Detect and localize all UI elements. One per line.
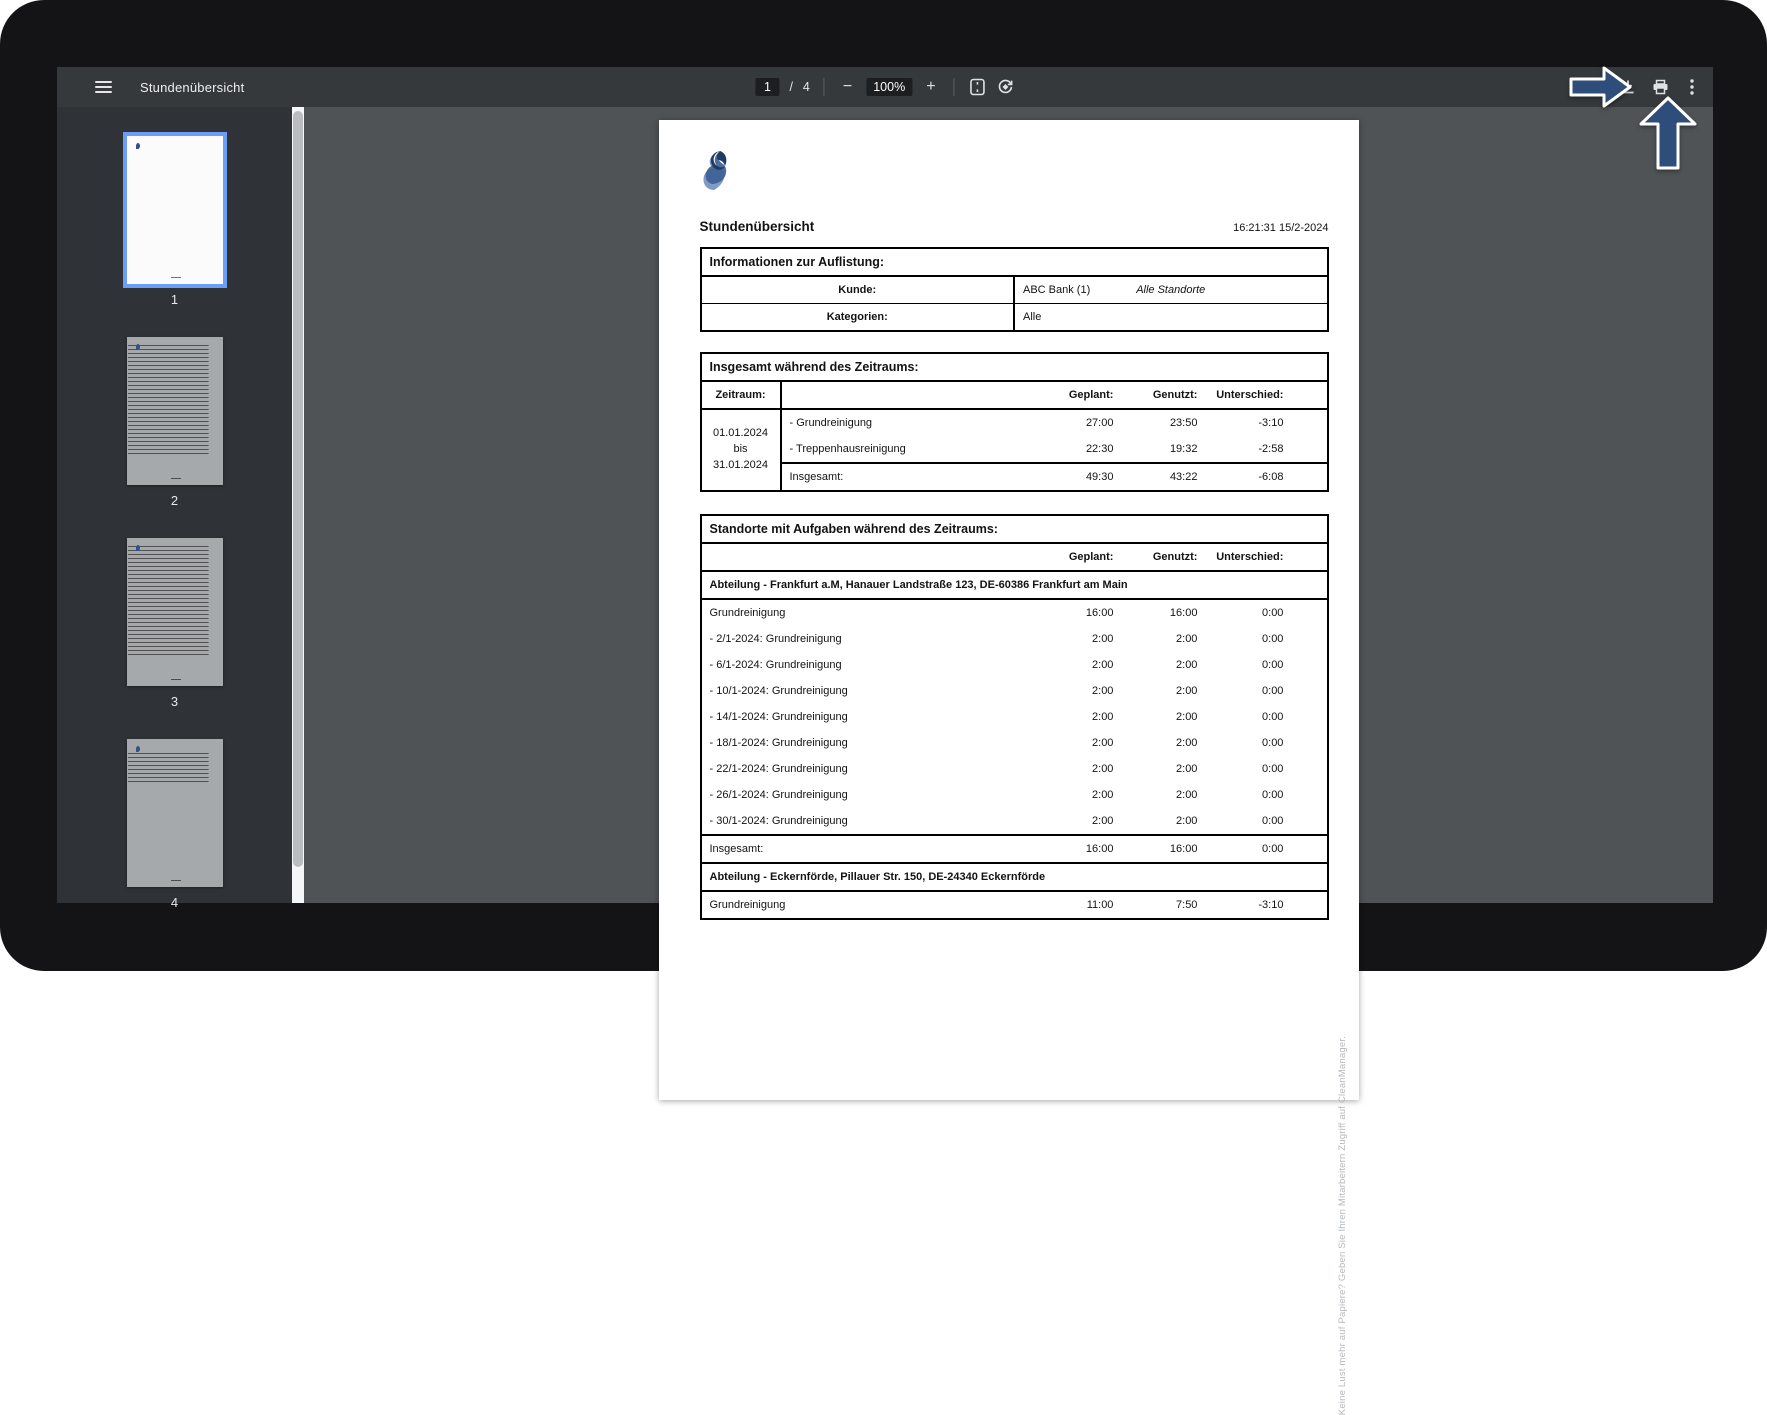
watermark-text: Keine Lust mehr auf Papiere? Geben Sie Ihren Mitarbeitern Zugriff auf CleanManager. xyxy=(1337,1036,1349,1415)
thumbnail-page-number: 4 xyxy=(170,895,179,910)
totals-table xyxy=(700,352,1329,492)
zoom-level[interactable]: 100% xyxy=(866,78,912,96)
thumbnail-page-1[interactable] xyxy=(127,136,223,307)
table-row: Grundreinigung 16:00 16:00 0:00 xyxy=(709,607,1284,619)
location-section-row: Abteilung - Frankfurt a.M, Hanauer Landstraße 123, DE-60386 Frankfurt am Main xyxy=(701,571,1328,599)
thumbnail-preview[interactable] xyxy=(127,739,223,887)
pdf-toolbar xyxy=(57,67,1713,107)
table-row: - 26/1-2024: Grundreinigung 2:00 2:00 0:00 xyxy=(709,789,1284,801)
scrollbar-thumb[interactable] xyxy=(293,111,303,867)
kunde-value: ABC Bank (1) xyxy=(1023,284,1091,296)
arrow-annotation-print xyxy=(1638,95,1698,171)
document-title-toolbar: Stundenübersicht xyxy=(140,79,245,95)
table-row: - 14/1-2024: Grundreinigung 2:00 2:00 0:00 xyxy=(709,711,1284,723)
rotate-icon[interactable] xyxy=(997,78,1015,96)
totals-header-row xyxy=(701,381,1328,409)
col-geplant: Geplant: xyxy=(1033,543,1121,571)
table-row: - 30/1-2024: Grundreinigung 2:00 2:00 0:00 xyxy=(709,815,1284,827)
page-separator: / xyxy=(789,80,793,94)
thumbnail-page-number: 2 xyxy=(170,493,179,508)
report-timestamp: 16:21:31 15/2-2024 xyxy=(1233,222,1329,234)
toolbar-divider xyxy=(954,78,955,96)
locations-table xyxy=(700,514,1329,920)
more-options-icon[interactable] xyxy=(1683,78,1701,96)
fit-to-page-icon[interactable] xyxy=(969,78,987,96)
document-header xyxy=(700,219,1329,234)
zeitraum-label: Zeitraum: xyxy=(701,381,781,409)
zoom-in-button[interactable]: + xyxy=(922,77,939,97)
location-section-row: Abteilung - Eckernförde, Pillauer Str. 150, DE-24340 Eckernförde xyxy=(701,863,1328,891)
menu-icon[interactable] xyxy=(95,81,112,93)
zeitraum-period: 01.01.2024 bis 31.01.2024 xyxy=(701,409,781,491)
locations-table-title: Standorte mit Aufgaben während des Zeitraums: xyxy=(701,515,1328,543)
arrow-annotation-download xyxy=(1568,63,1634,111)
pdf-viewer-window xyxy=(57,67,1713,1415)
totals-table-title: Insgesamt während des Zeitraums: xyxy=(701,353,1328,381)
col-genutzt: Genutzt: xyxy=(1121,543,1205,571)
table-row xyxy=(701,304,1328,332)
locations-header-row xyxy=(701,543,1328,571)
info-table-title: Informationen zur Auflistung: xyxy=(701,248,1328,276)
table-row: - Treppenhausreinigung 22:30 19:32 -2:58 xyxy=(789,443,1284,455)
viewer-main xyxy=(57,107,1713,1415)
table-row xyxy=(701,276,1328,304)
thumbnail-preview[interactable] xyxy=(127,538,223,686)
toolbar-center xyxy=(755,67,1014,107)
col-geplant: Geplant: xyxy=(1033,381,1121,409)
page-total: 4 xyxy=(802,80,810,94)
table-row: - 10/1-2024: Grundreinigung 2:00 2:00 0:00 xyxy=(709,685,1284,697)
table-row: - 22/1-2024: Grundreinigung 2:00 2:00 0:00 xyxy=(709,763,1284,775)
document-page xyxy=(659,120,1359,1415)
col-unterschied: Unterschied: xyxy=(1205,381,1291,409)
report-title: Stundenübersicht xyxy=(699,219,815,234)
table-row: Insgesamt: 16:00 16:00 0:00 xyxy=(701,835,1328,863)
thumbnail-page-number: 3 xyxy=(170,694,179,709)
zoom-out-button[interactable]: − xyxy=(839,77,856,97)
toolbar-left xyxy=(57,80,244,95)
info-table xyxy=(700,247,1329,332)
kunde-note: Alle Standorte xyxy=(1136,284,1206,296)
thumbnail-page-3[interactable] xyxy=(127,538,223,709)
table-row: Insgesamt: 49:30 43:22 -6:08 xyxy=(701,463,1328,491)
col-genutzt: Genutzt: xyxy=(1121,381,1205,409)
thumbnail-preview[interactable] xyxy=(127,337,223,485)
kunde-value-cell xyxy=(1014,276,1328,304)
table-row: - 6/1-2024: Grundreinigung 2:00 2:00 0:00 xyxy=(709,659,1284,671)
table-row: - 18/1-2024: Grundreinigung 2:00 2:00 0:00 xyxy=(709,737,1284,749)
table-row: 01.01.2024 bis 31.01.2024 - Grundreinigung 27:00 23:50 -3:10 xyxy=(701,409,1328,436)
thumbnail-page-2[interactable] xyxy=(127,337,223,508)
print-icon[interactable] xyxy=(1651,78,1669,96)
col-unterschied: Unterschied: xyxy=(1205,543,1291,571)
thumbnail-preview[interactable] xyxy=(127,136,223,284)
document-viewport xyxy=(304,107,1713,1415)
kunde-label: Kunde: xyxy=(701,276,1015,304)
thumbnail-sidebar xyxy=(57,107,292,910)
toolbar-divider xyxy=(824,78,825,96)
kategorien-value: Alle xyxy=(1023,311,1042,323)
table-row: Grundreinigung 11:00 7:50 -3:10 xyxy=(709,899,1284,911)
page-number-input[interactable]: 1 xyxy=(755,78,779,96)
sidebar-scrollbar[interactable] xyxy=(292,107,304,903)
table-row: - 2/1-2024: Grundreinigung 2:00 2:00 0:00 xyxy=(709,633,1284,645)
company-logo xyxy=(700,150,728,192)
kategorien-label: Kategorien: xyxy=(701,304,1015,332)
thumbnail-page-number: 1 xyxy=(170,292,179,307)
thumbnail-page-4[interactable] xyxy=(127,739,223,910)
